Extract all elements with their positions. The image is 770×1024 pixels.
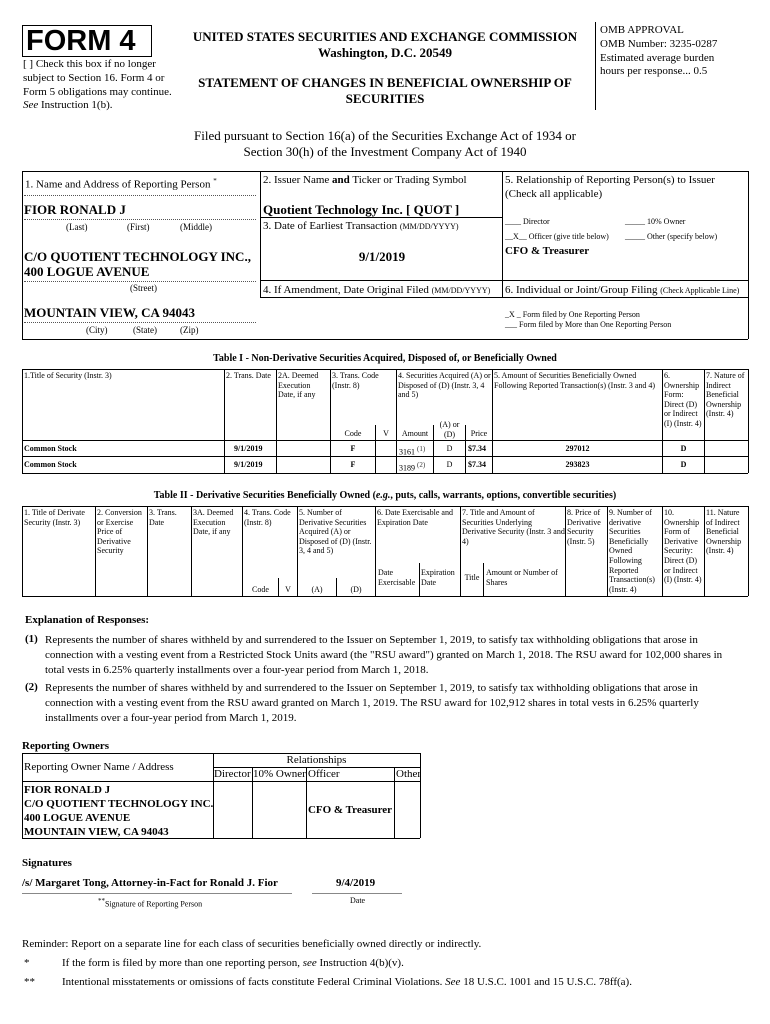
t1-sub-amount: Amount bbox=[401, 429, 429, 438]
owners-heading: Reporting Owners bbox=[22, 740, 110, 752]
t2-s-d: (D) bbox=[350, 585, 362, 594]
label-city: (City) bbox=[86, 325, 108, 335]
owners-col-other: Other bbox=[396, 768, 422, 780]
t1-row1-price: $7.34 bbox=[468, 444, 486, 453]
t2-s-amount: Amount or Number of Shares bbox=[486, 568, 558, 587]
city-value: MOUNTAIN VIEW, CA 94043 bbox=[24, 305, 195, 320]
filing-more: ___ Form filed by More than One Reporting Person bbox=[505, 320, 672, 329]
t1-row2-ad: D bbox=[446, 460, 453, 469]
signer: /s/ Margaret Tong, Attorney-in-Fact for Ronald J. Fior bbox=[22, 877, 278, 889]
t2-h8: 8. Price of Derivative Security (Instr. 5) bbox=[567, 508, 601, 546]
t1-row2-form: D bbox=[680, 460, 687, 469]
t2-s-date-ex: Date Exercisable bbox=[378, 568, 416, 587]
t1-sub-aord: (A) or (D) bbox=[439, 420, 460, 439]
omb-approval: OMB APPROVAL bbox=[600, 24, 684, 36]
omb-box bbox=[600, 24, 760, 79]
date-label: Date bbox=[350, 896, 366, 905]
t1-row1-date: 9/1/2019 bbox=[234, 444, 263, 453]
t1-row1-amount: 3161 $^{(1)}$ bbox=[399, 445, 426, 457]
box2-label: 2. Issuer Name and Ticker or Trading Symbol bbox=[263, 174, 467, 186]
t1-h-date: 2. Trans. Date bbox=[226, 371, 271, 380]
explanation-2-num: (2) bbox=[25, 681, 38, 693]
rel-other: _____ Other (specify below) bbox=[625, 232, 718, 241]
label-street: (Street) bbox=[130, 283, 157, 293]
label-zip: (Zip) bbox=[180, 325, 199, 335]
signature-date: 9/4/2019 bbox=[336, 877, 376, 889]
table2-title: Table II - Derivative Securities Beneficially Owned (e.g., puts, calls, warrants, options, convertible securities) bbox=[153, 490, 617, 501]
owners-col-director: Director bbox=[214, 768, 251, 780]
t2-h5: 5. Number of Derivative Securities Acquired (A) or Disposed of (D) (Instr. 3, 4 and 5) bbox=[299, 508, 372, 556]
explanation-1-text: Represents the number of shares withheld by and surrendered to the Issuer on September 1, 2019, to satisfy tax withholding obligations that arose in connection with a vesting event from a Restricted Stock Units award (the "RSU award") granted on March 1, 2018. The RSU award for 102,000 shares in total vests in 6.25% quarterly installments over a four-year period from March 1, 2018. bbox=[45, 634, 723, 676]
t1-h-nature: 7. Nature of Indirect Beneficial Ownership (Instr. 4) bbox=[706, 371, 745, 419]
t1-row2-owned: 293823 bbox=[565, 460, 590, 469]
note2-mark: ** bbox=[24, 976, 35, 988]
owners-col-rel: Relationships bbox=[286, 754, 347, 766]
t1-h-own: 6. Ownership Form: Direct (D) or Indirect (I) (Instr. 4) bbox=[664, 371, 702, 428]
box6-label: 6. Individual or Joint/Group Filing (Check Applicable Line) bbox=[505, 284, 740, 296]
t2-h2: 2. Conversion or Exercise Price of Derivative Security bbox=[97, 508, 142, 556]
t2-s-v: V bbox=[285, 585, 291, 594]
t1-row2-price: $7.34 bbox=[468, 460, 486, 469]
officer-title: CFO & Treasurer bbox=[505, 245, 590, 257]
t2-s-title: Title bbox=[464, 573, 480, 582]
t2-h7: 7. Title and Amount of Securities Underlying Derivative Security (Instr. 3 and 4) bbox=[462, 508, 565, 546]
t1-h-title: 1.Title of Security (Instr. 3) bbox=[24, 371, 112, 380]
owner-line: MOUNTAIN VIEW, CA 94043 bbox=[24, 826, 169, 838]
t2-h9: 9. Number of derivative Securities Beneficially Owned Following Reported Transaction(s) (Instr. 4) bbox=[609, 508, 655, 594]
t1-h-code: 3. Trans. Code (Instr. 8) bbox=[332, 371, 379, 390]
owner-name-block bbox=[24, 783, 213, 839]
t1-h-acq: 4. Securities Acquired (A) or Disposed of (D) (Instr. 3, 4 and 5) bbox=[398, 371, 491, 400]
checkbox-note: [ ] Check this box if no longer subject to Section 16. Form 4 or Form 5 obligations may continue. See Instruction 1(b). bbox=[23, 58, 172, 112]
t2-s-code: Code bbox=[252, 585, 269, 594]
note2-text: Intentional misstatements or omissions of facts constitute Federal Criminal Violations. See 18 U.S.C. 1001 and 15 U.S.C. 78ff(a). bbox=[62, 976, 632, 988]
t1-row2-code: F bbox=[350, 460, 356, 469]
sec-location: Washington, D.C. 20549 bbox=[318, 45, 452, 60]
omb-number: OMB Number: 3235-0287 bbox=[600, 37, 718, 50]
sec-title: UNITED STATES SECURITIES AND EXCHANGE COMMISSION bbox=[192, 29, 578, 44]
t1-row1-title: Common Stock bbox=[24, 444, 77, 453]
explanation-2-text: Represents the number of shares withheld by and surrendered to the Issuer on September 1, 2019, to satisfy tax withholding obligations that arose in connection with a vesting event from the RSU award granted on March 1, 2019. The RSU award for 102,912 shares in total vests in 6.25% quarterly installments over a four-year period from March 1, 2019. bbox=[45, 682, 699, 724]
t1-row1-code: F bbox=[350, 444, 356, 453]
signature-label: **Signature of Reporting Person bbox=[98, 897, 203, 909]
explanation-heading: Explanation of Responses: bbox=[25, 614, 150, 626]
owners-col-officer: Officer bbox=[308, 768, 340, 780]
owner-line: C/O QUOTIENT TECHNOLOGY INC. bbox=[24, 798, 214, 810]
t2-h10: 10. Ownership Form of Derivative Security: Direct (D) or Indirect (I) (Instr. 4) bbox=[664, 508, 702, 585]
owner-line: 400 LOGUE AVENUE bbox=[24, 812, 131, 824]
owner-officer-title: CFO & Treasurer bbox=[307, 804, 393, 816]
form-title-box bbox=[22, 25, 152, 57]
t1-sub-code: Code bbox=[344, 429, 362, 438]
rel-ten-pct: _____ 10% Owner bbox=[625, 217, 686, 226]
t2-h3: 3. Trans. Date bbox=[149, 508, 177, 527]
t1-row1-owned: 297012 bbox=[565, 444, 590, 453]
label-last: (Last) bbox=[66, 222, 88, 232]
box1-label: 1. Name and Address of Reporting Person * bbox=[25, 177, 217, 191]
reminder: Reminder: Report on a separate line for each class of securities beneficially owned directly or indirectly. bbox=[22, 938, 482, 950]
owners-col-ten: 10% Owner bbox=[253, 768, 306, 780]
t1-row1-form: D bbox=[680, 444, 687, 453]
t2-s-exp: Expiration Date bbox=[421, 568, 455, 587]
t2-h1: 1. Title of Derivate Security (Instr. 3) bbox=[24, 508, 85, 527]
t2-s-a: (A) bbox=[311, 585, 323, 594]
rel-officer: __X__ Officer (give title below) bbox=[505, 232, 609, 241]
issuer-name: Quotient Technology Inc. [ QUOT ] bbox=[263, 202, 460, 217]
owner-line: FIOR RONALD J bbox=[24, 784, 111, 796]
table1-title: Table I - Non-Derivative Securities Acquired, Disposed of, or Beneficially Owned bbox=[213, 353, 557, 364]
label-first: (First) bbox=[127, 222, 150, 232]
street-value: C/O QUOTIENT TECHNOLOGY INC., 400 LOGUE AVENUE bbox=[24, 249, 251, 279]
box3-label: 3. Date of Earliest Transaction (MM/DD/YYYY) bbox=[263, 220, 459, 232]
t1-sub-v: V bbox=[383, 429, 389, 438]
t1-row2-date: 9/1/2019 bbox=[234, 460, 263, 469]
label-middle: (Middle) bbox=[180, 222, 212, 232]
omb-hours: hours per response... 0.5 bbox=[600, 65, 708, 78]
reporting-person-name: FIOR RONALD J bbox=[24, 202, 126, 217]
filed-pursuant: Filed pursuant to Section 16(a) of the Securities Exchange Act of 1934 or Section 30(h) of the Investment Company Act of 1940 bbox=[194, 128, 576, 159]
earliest-transaction-date: 9/1/2019 bbox=[358, 249, 406, 264]
omb-burden: Estimated average burden bbox=[600, 51, 715, 64]
t1-h-deemed: 2A. Deemed Execution Date, if any bbox=[278, 371, 319, 400]
t2-h6: 6. Date Exercisable and Expiration Date bbox=[377, 508, 453, 527]
t2-h11: 11. Nature of Indirect Beneficial Ownership (Instr. 4) bbox=[706, 508, 742, 556]
filing-one: _X _ Form filed by One Reporting Person bbox=[505, 310, 640, 319]
label-state: (State) bbox=[133, 325, 157, 335]
t2-h4: 4. Trans. Code (Instr. 8) bbox=[244, 508, 291, 527]
t1-sub-price: Price bbox=[470, 429, 488, 438]
t1-row2-amount: 3189 $^{(2)}$ bbox=[399, 461, 426, 473]
t1-row1-ad: D bbox=[446, 444, 453, 453]
t2-h3a: 3A. Deemed Execution Date, if any bbox=[193, 508, 234, 537]
t1-row2-title: Common Stock bbox=[24, 460, 77, 469]
note1-text: If the form is filed by more than one reporting person, see Instruction 4(b)(v). bbox=[62, 957, 404, 969]
box5-label: 5. Relationship of Reporting Person(s) to Issuer (Check all applicable) bbox=[505, 174, 715, 200]
note1-mark: * bbox=[24, 957, 30, 969]
statement-title: STATEMENT OF CHANGES IN BENEFICIAL OWNERSHIP OF SECURITIES bbox=[198, 75, 572, 106]
explanation-1-num: (1) bbox=[25, 633, 38, 645]
form-title: FORM 4 bbox=[26, 25, 136, 57]
t1-h-amount5: 5. Amount of Securities Beneficially Owned Following Reported Transaction(s) (Instr. 3 and 4) bbox=[494, 371, 656, 390]
box4-label: 4. If Amendment, Date Original Filed (MM/DD/YYYY) bbox=[263, 284, 491, 296]
owners-col-name: Reporting Owner Name / Address bbox=[24, 761, 174, 773]
signatures-heading: Signatures bbox=[22, 857, 72, 869]
rel-director: ____ Director bbox=[505, 217, 550, 226]
